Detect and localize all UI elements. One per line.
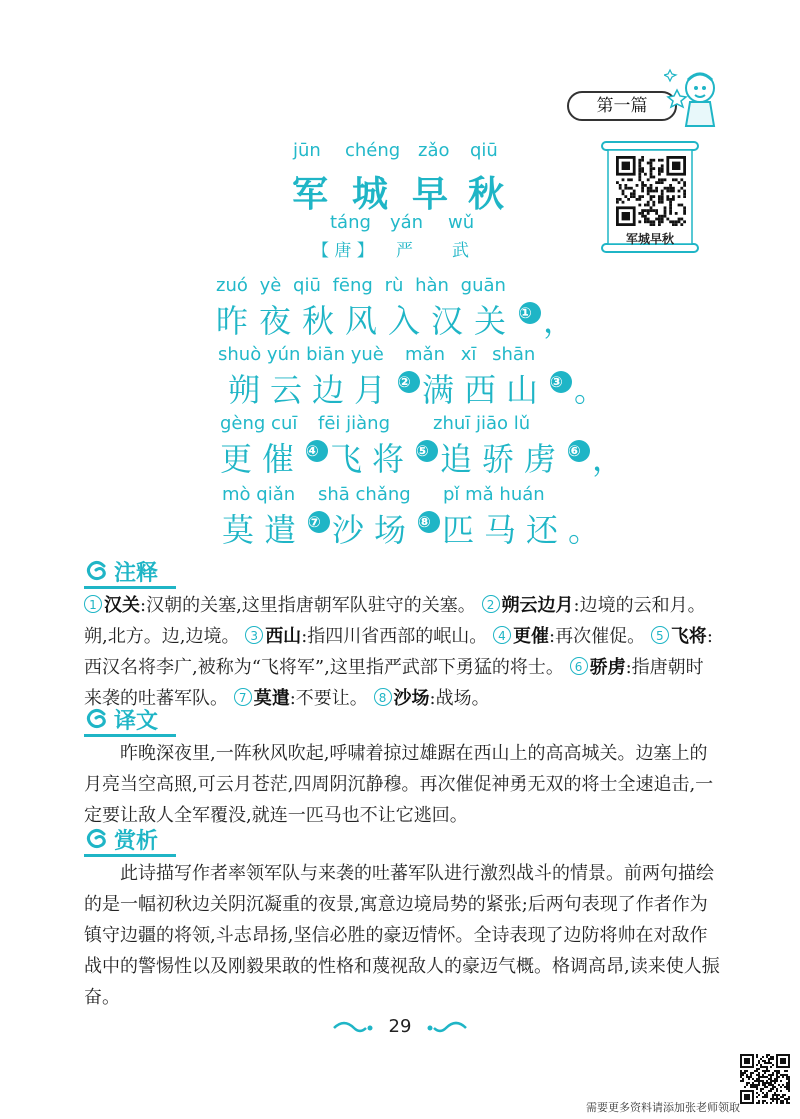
line-2-text: [228, 365, 616, 411]
line-2-chars-b: 满西山: [422, 371, 549, 409]
note-def: :指唐朝时来袭的吐蕃军队。: [84, 657, 704, 709]
corner-qr-code[interactable]: [738, 1052, 792, 1106]
line-3-text: [220, 434, 634, 480]
swirl-icon: [84, 708, 110, 730]
heading-underline: [84, 734, 176, 737]
note-def: :再次催促。: [549, 626, 646, 647]
appreciation-heading: [84, 824, 158, 854]
note-number: 7: [234, 688, 252, 706]
line-2-punct: 。: [574, 371, 617, 409]
notes-heading: [84, 556, 158, 586]
line-3-chars-c: 追骄虏: [440, 440, 567, 478]
note-term: 西山: [265, 626, 302, 647]
note-term: 汉关: [104, 595, 140, 616]
line-3-punct: ，: [592, 440, 635, 478]
note-term: 朔云边月: [501, 595, 574, 616]
swirl-icon: [84, 560, 110, 582]
note-marker-4: ④: [306, 442, 329, 460]
corner-note: 需要更多资料请添加张老师领取: [586, 1101, 740, 1114]
heading-underline: [84, 586, 176, 589]
note-item: [234, 688, 368, 709]
note-marker-6: ⑥: [568, 442, 591, 460]
swirl-icon: [84, 828, 110, 850]
note-def: :汉朝的关塞,这里指唐朝军队驻守的关塞。: [140, 595, 476, 616]
note-marker-7: ⑦: [308, 513, 331, 531]
note-marker-5: ⑤: [416, 442, 439, 460]
title-pinyin-2: chéng: [345, 140, 401, 161]
line-4-pinyin-a: mò qiǎn: [222, 484, 296, 505]
note-term: 莫遣: [253, 688, 290, 709]
author-dynasty: 【 唐 】: [312, 241, 374, 261]
author-pinyin-3: wǔ: [448, 212, 475, 233]
line-4-chars-b: 沙场: [332, 511, 417, 549]
line-1-punct: ，: [543, 302, 587, 340]
note-number: 8: [374, 688, 392, 706]
note-item: [493, 626, 645, 647]
note-number: 4: [493, 626, 511, 644]
translation-heading: [84, 704, 158, 734]
note-number: 1: [84, 595, 102, 613]
line-3-pinyin-b: fēi jiàng: [318, 413, 390, 434]
note-marker-1: ①: [519, 304, 543, 322]
note-def: :西汉名将李广,被称为“飞将军”,这里指严武部下勇猛的将士。: [84, 626, 713, 678]
line-1-text: [216, 296, 586, 342]
line-2-pinyin-b: mǎn xī shān: [405, 344, 536, 365]
note-term: 飞将: [670, 626, 707, 647]
note-def: :指四川省西部的岷山。: [301, 626, 488, 647]
translation-heading-text: 译文: [114, 708, 159, 734]
note-marker-8: ⑧: [418, 513, 441, 531]
note-item: [245, 626, 487, 647]
author-name-2: 武: [452, 241, 469, 261]
title-char-2: 城: [352, 173, 389, 215]
author-pinyin-1: táng: [330, 212, 371, 233]
line-1-chars: 昨夜秋风入汉关: [216, 302, 518, 340]
note-term: 沙场: [393, 688, 430, 709]
line-4-punct: 。: [568, 511, 611, 549]
title-pinyin-1: jūn: [293, 140, 321, 161]
note-def: :边境的云和月。朔,北方。边,边境。: [84, 595, 706, 647]
line-4-text: [222, 505, 610, 551]
note-def: :战场。: [429, 688, 490, 709]
page-number: 29: [388, 1016, 412, 1037]
note-marker-2: ②: [398, 373, 421, 391]
appreciation-body: 此诗描写作者率领军队与来袭的吐蕃军队进行激烈战斗的情景。前两句描绘的是一幅初秋边关阴沉凝重的夜景,寓意边境局势的紧张;后两句表现了作者作为镇守边疆的将领,斗志昂扬,坚信必胜的豪迈情怀。全诗表现了边防将帅在对敌作战中的警惕性以及刚毅果敢的性格和蔑视敌人的豪迈气概。格调高昂,读来使人振奋。: [84, 863, 720, 1008]
line-3-pinyin-a: gèng cuī: [220, 413, 298, 434]
note-term: 骄虏: [589, 657, 626, 678]
line-4-chars-c: 匹马还: [442, 511, 569, 549]
translation-body: 昨晚深夜里,一阵秋风吹起,呼啸着掠过雄踞在西山上的高高城关。边塞上的月亮当空高照,可云月苍茫,四周阴沉静穆。再次催促神勇无双的将士全速追击,一定要让敌人全军覆没,就连一匹马也不让它逃回。: [84, 743, 714, 826]
title-char-3: 早: [412, 173, 449, 215]
line-3-chars-a: 更催: [220, 440, 305, 478]
line-4-pinyin-c: pǐ mǎ huán: [443, 484, 545, 505]
note-number: 6: [570, 657, 588, 675]
notes-heading-text: 注释: [114, 560, 159, 586]
note-item: [84, 595, 476, 616]
line-1-pinyin: zuó yè qiū fēng rù hàn guān: [216, 275, 506, 296]
notes-body: [84, 590, 720, 714]
note-number: 5: [651, 626, 669, 644]
note-item: [374, 688, 490, 709]
author-pinyin-2: yán: [390, 212, 424, 233]
qr-caption: 军城早秋: [625, 232, 674, 246]
mascot-illustration: [664, 66, 724, 130]
title-char-1: 军: [292, 173, 329, 215]
note-number: 2: [482, 595, 500, 613]
appreciation-heading-text: 赏析: [114, 828, 159, 854]
line-4-chars-a: 莫遣: [222, 511, 307, 549]
note-def: :不要让。: [289, 688, 368, 709]
note-marker-3: ③: [550, 373, 573, 391]
title-char-4: 秋: [468, 173, 505, 215]
note-number: 3: [245, 626, 263, 644]
line-3-pinyin-c: zhuī jiāo lǔ: [433, 413, 531, 434]
line-2-chars-a: 朔云边月: [228, 371, 397, 409]
title-pinyin-4: qiū: [470, 140, 498, 161]
note-term: 更催: [513, 626, 549, 647]
heading-underline: [84, 854, 176, 857]
line-2-pinyin-a: shuò yún biān yuè: [218, 344, 384, 365]
line-4-pinyin-b: shā chǎng: [318, 484, 411, 505]
author-name-1: 严: [396, 241, 413, 261]
title-pinyin-3: zǎo: [418, 140, 450, 161]
line-3-chars-b: 飞将: [330, 440, 415, 478]
section-badge: 第一篇: [567, 91, 677, 121]
